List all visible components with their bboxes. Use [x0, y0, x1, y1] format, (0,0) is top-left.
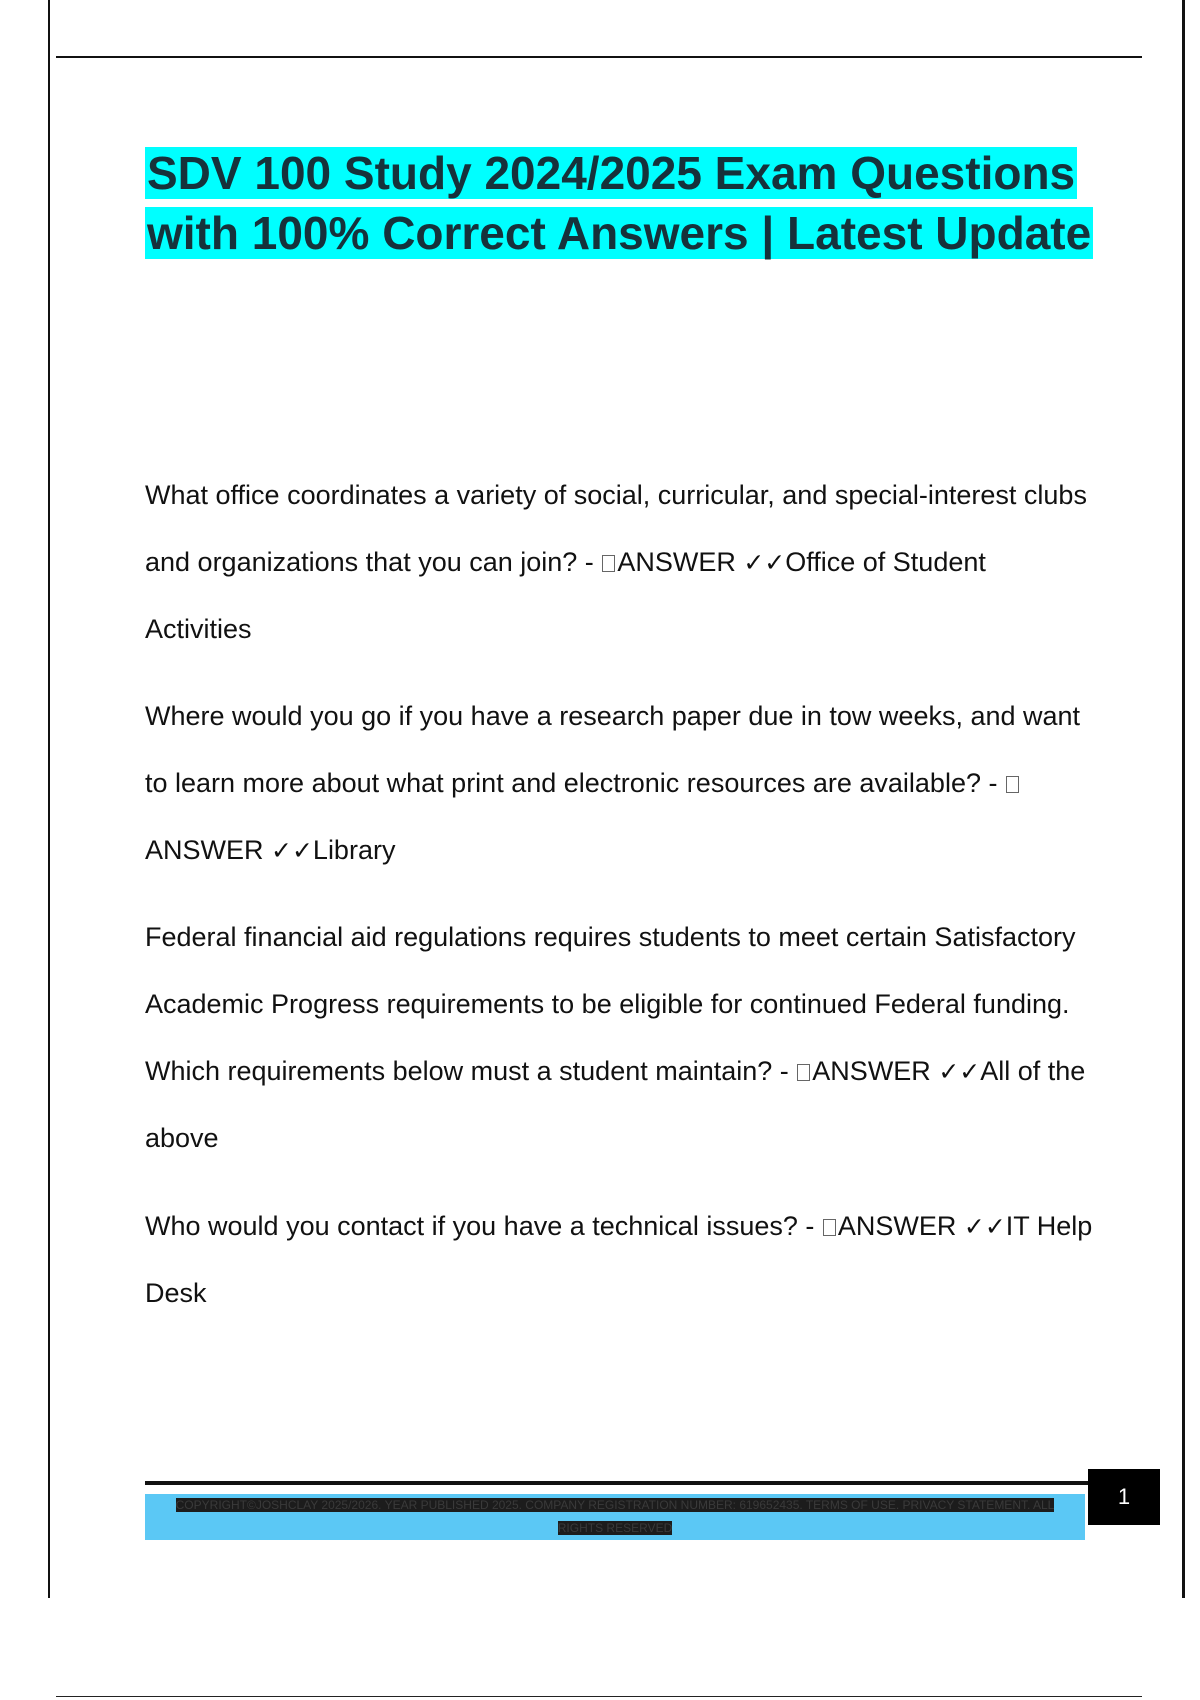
qa-item [145, 1193, 1095, 1327]
answer-text: All of the above [145, 1056, 1086, 1153]
answer-label: ANSWER [145, 835, 272, 865]
double-check-icon: ✓✓ [938, 1057, 981, 1086]
qa-item [145, 683, 1105, 884]
double-check-icon: ✓✓ [963, 1212, 1006, 1241]
double-check-icon: ✓✓ [743, 548, 786, 577]
answer-label: ANSWER [812, 1056, 939, 1086]
header-rule [56, 56, 1142, 58]
checkbox-icon [797, 1064, 810, 1081]
question-text: Who would you contact if you have a technical issues? - [145, 1211, 822, 1241]
answer-label: ANSWER [837, 1211, 964, 1241]
page-break-rule [56, 1696, 1142, 1697]
qa-item [145, 462, 1095, 663]
question-text: Federal financial aid regulations requires students to meet certain Satisfactory Academic Progress requirements to be eligible for continued Federal funding. Which requirements below must a student maintain? - [145, 922, 1076, 1086]
qa-item [145, 904, 1095, 1172]
question-text: Where would you go if you have a research paper due in tow weeks, and want to learn more about what print and electronic resources are available? - [145, 701, 1081, 798]
footer-rule [145, 1481, 1090, 1485]
document-title-text: SDV 100 Study 2024/2025 Exam Questions with 100% Correct Answers | Latest Update [147, 147, 1092, 259]
page-border-right [1182, 0, 1185, 1598]
answer-label: ANSWER [617, 547, 744, 577]
footer-copyright [145, 1494, 1085, 1540]
answer-text: Office of Student Activities [145, 547, 986, 644]
page-border-left [48, 0, 50, 1598]
checkbox-icon [1006, 776, 1019, 793]
checkbox-icon [602, 555, 615, 572]
footer-copyright-text: COPYRIGHT©JOSHCLAY 2025/2026. YEAR PUBLISHED 2025. COMPANY REGISTRATION NUMBER: 619652435. TERMS OF USE. PRIVACY STATEMENT. ALL RIGHTS RESERVED [175, 1498, 1055, 1535]
answer-text: IT Help Desk [145, 1211, 1093, 1308]
double-check-icon: ✓✓ [271, 836, 313, 865]
question-text: What office coordinates a variety of social, curricular, and special-interest clubs and organizations that you can join? - [145, 480, 1087, 577]
document-title [145, 143, 1105, 263]
page-number: 1 [1088, 1469, 1160, 1525]
answer-text: Library [312, 835, 396, 865]
checkbox-icon [823, 1219, 836, 1236]
